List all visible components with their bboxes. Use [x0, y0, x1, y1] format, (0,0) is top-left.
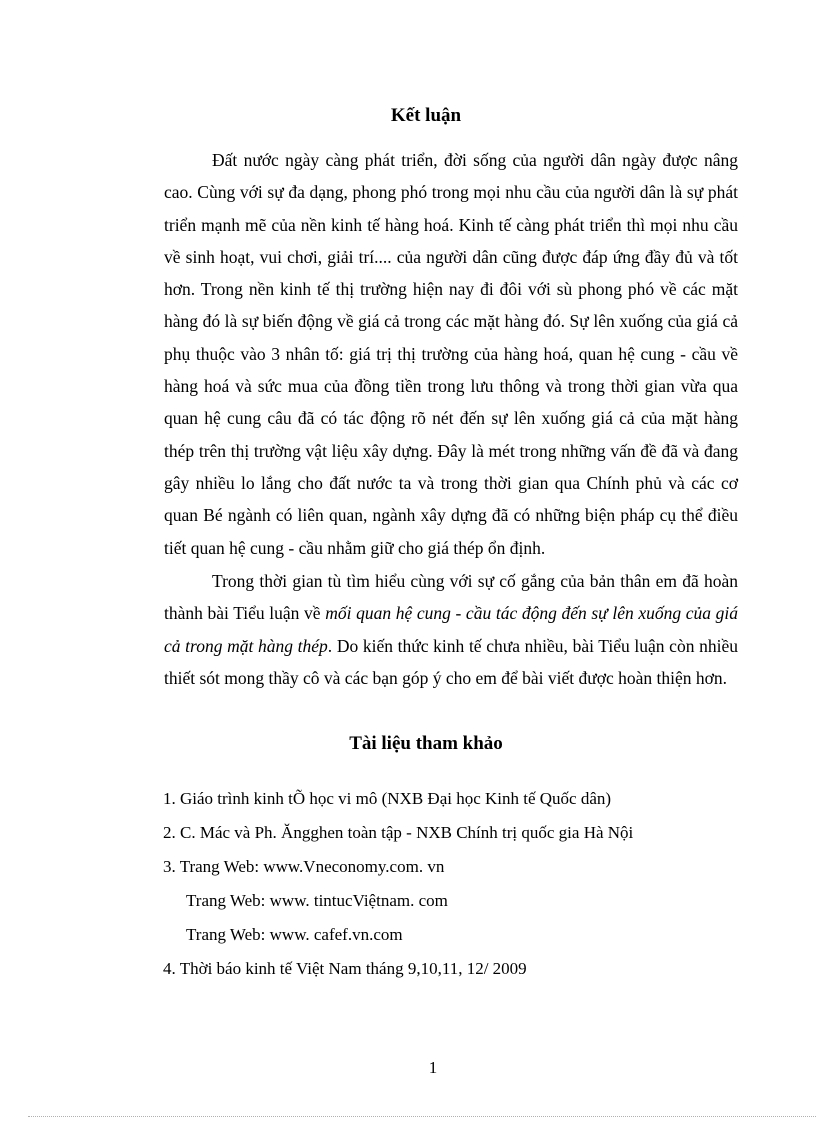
conclusion-heading: Kết luận [390, 105, 462, 126]
reference-item: 2. C. Mác và Ph. Ăngghen toàn tập - NXB Chính trị quốc gia Hà Nội [163, 823, 634, 842]
conclusion-paragraph-2 [164, 565, 738, 694]
reference-item: 4. Thời báo kinh tế Việt Nam tháng 9,10,11, 12/ 2009 [163, 959, 527, 978]
paragraph-2-text-start: Trong thời gian tù tìm hiểu cùng với sự cố gắng của bản thân em đã hoàn thành bài Tiểu luận về [164, 571, 738, 624]
page-bottom-divider [28, 1116, 816, 1117]
references-heading: Tài liệu tham khảo [349, 733, 503, 754]
reference-item: Trang Web: www. tintucViệtnam. com [186, 891, 448, 910]
paragraph-2-italic-topic: mối quan hệ cung - cầu tác động đến sự lên xuống của giá cả trong mặt hàng thép [164, 603, 738, 656]
paragraph-2-text-end: . Do kiến thức kinh tế chưa nhiều, bài Tiểu luận còn nhiều thiết sót mong thầy cô và các bạn góp ý cho em để bài viết được hoàn thiện hơn. [164, 635, 738, 688]
reference-item: 3. Trang Web: www.Vneconomy.com. vn [163, 857, 445, 876]
paragraph-1-text: Đất nước ngày càng phát triển, đời sống của người dân ngày được nâng cao. Cùng với sự đa dạng, phong phó trong mọi nhu cầu của người dân là sự phát triển mạnh mẽ của nền kinh tế hàng hoá. Kinh tế càng phát triển thì mọi nhu cầu về sinh hoạt, vui chơi, giải trí.... của người dân cũng được đáp ứng đầy đủ và tốt hơn. Trong nền kinh tế thị trường hiện nay đi đôi với sù phong phó về các mặt hàng đó là sự biến động về giá cả trong các mặt hàng đó. Sự lên xuống của giá cả phụ thuộc vào 3 nhân tố: giá trị thị trường của hàng hoá, quan hệ cung - cầu về hàng hoá và sức mua của đồng tiền trong lưu thông và trong thời gian vừa qua quan hệ cung câu đã có tác động rõ nét đến sự lên xuống giá cả của mặt hàng thép trên thị trường vật liệu xây dựng. Đây là mét trong những vấn đề đã và đang gây nhiều lo lắng cho đất nước ta và trong thời gian qua Chính phủ và các cơ quan Bé ngành có liên quan, ngành xây dựng đã có những biện pháp cụ thể điều tiết quan hệ cung - cầu nhằm giữ cho giá thép ổn định. [164, 150, 738, 558]
references-list [163, 784, 743, 988]
page-number: 1 [428, 1058, 438, 1077]
reference-item: Trang Web: www. cafef.vn.com [186, 925, 403, 944]
conclusion-paragraph-1 [164, 144, 738, 564]
reference-item: 1. Giáo trình kinh tÕ học vi mô (NXB Đại học Kinh tế Quốc dân) [163, 789, 612, 808]
